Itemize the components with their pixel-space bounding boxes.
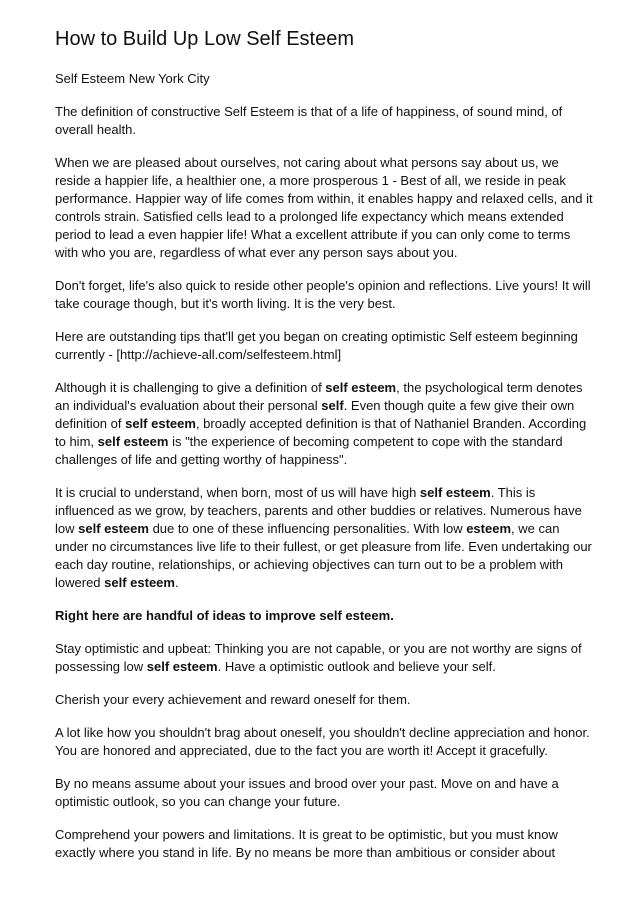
text-run: , we can under no circumstances live life to their fullest, or get pleasure from life. Even undertaking our each day routine, relationships, or achieving objectives can turn out to be a problem with lowered [55, 521, 592, 590]
body-paragraph [55, 724, 593, 760]
bold-text: self esteem [97, 434, 169, 449]
body-paragraph [55, 328, 593, 364]
text-run: , the psychological term denotes an individual's evaluation about their personal [55, 380, 583, 413]
bold-text: Right here are handful of ideas to improve self esteem. [55, 608, 394, 623]
document-page [55, 26, 593, 877]
body-paragraph [55, 826, 593, 862]
body-paragraph [55, 379, 593, 469]
text-run: It is crucial to understand, when born, most of us will have high [55, 485, 420, 500]
body-paragraph [55, 775, 593, 811]
bold-text: self [321, 398, 344, 413]
text-run: . [174, 575, 179, 590]
text-run: Comprehend your powers and limitations. It is great to be optimistic, but you must know exactly where you stand in life. By no means be more than ambitious or consider about [55, 827, 558, 860]
body-paragraph [55, 691, 593, 709]
text-run: Don't forget, life's also quick to reside other people's opinion and reflections. Live yours! It will take courage though, but it's worth living. It is the very best. [55, 278, 591, 311]
text-run: The definition of constructive Self Esteem is that of a life of happiness, of sound mind, of overall health. [55, 104, 563, 137]
document-title: How to Build Up Low Self Esteem [55, 28, 355, 50]
text-run: Stay optimistic and upbeat: Thinking you are not capable, or you are not worthy are signs of possessing low [55, 641, 582, 674]
bold-text: self esteem [78, 521, 149, 536]
body-paragraph [55, 607, 593, 625]
bold-text: self esteem [125, 416, 196, 431]
body-paragraph [55, 484, 593, 592]
body-paragraph [55, 154, 593, 262]
text-run: . Even though quite a few give their own definition of [55, 398, 575, 431]
text-run: Although it is challenging to give a definition of [55, 380, 326, 395]
text-run: . This is influenced as we grow, by teachers, parents and other buddies or relatives. Numerous have low [55, 485, 582, 536]
text-run: . Have a optimistic outlook and believe your self. [217, 659, 496, 674]
bold-text: self esteem [419, 485, 491, 500]
text-run: , broadly accepted definition is that of Nathaniel Branden. According to him, [55, 416, 587, 449]
bold-text: esteem [466, 521, 512, 536]
bold-text: self esteem [104, 575, 175, 590]
document-body [55, 103, 593, 862]
text-run: When we are pleased about ourselves, not caring about what persons say about us, we reside a happier life, a healthier one, a more prosperous 1 - Best of all, we reside in peak performance. Happier way of life comes from within, it enables happy and relaxed cells, and it controls strain. Satisfied cells lead to a prolonged life expectancy which means extended period to lead a even happier life! What a excellent attribute if you can only come to terms with who you are, regardless of what ever any person says about you. [55, 155, 593, 260]
text-run: A lot like how you shouldn't brag about oneself, you shouldn't decline appreciation and honor. You are honored and appreciated, due to the fact you are worth it! Accept it gracefully. [55, 725, 590, 758]
body-paragraph [55, 277, 593, 313]
text-run: By no means assume about your issues and brood over your past. Move on and have a optimistic outlook, so you can change your future. [55, 776, 559, 809]
bold-text: self esteem [325, 380, 397, 395]
text-run: is "the experience of becoming competent to cope with the standard challenges of life and getting worthy of happiness". [55, 434, 563, 467]
bold-text: self esteem [146, 659, 218, 674]
text-run: Here are outstanding tips that'll get you began on creating optimistic Self esteem beginning currently - [http://achieve-all.com/selfesteem.html] [55, 329, 578, 362]
document-subtitle: Self Esteem New York City [55, 71, 210, 86]
text-run: Cherish your every achievement and reward oneself for them. [55, 692, 411, 707]
text-run: due to one of these influencing personalities. With low [148, 521, 467, 536]
body-paragraph [55, 103, 593, 139]
body-paragraph [55, 640, 593, 676]
